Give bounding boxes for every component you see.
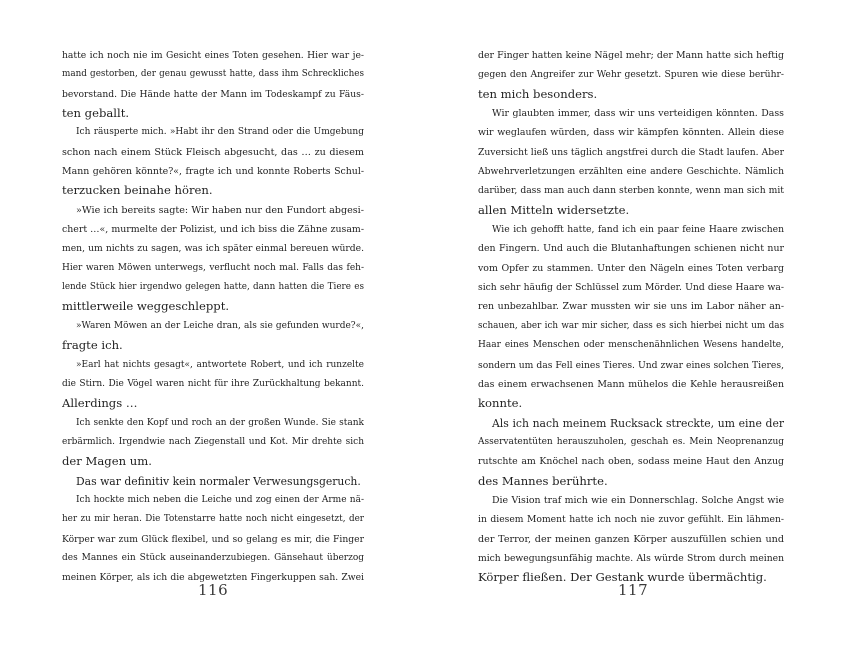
text-line: rutschte am Knöchel nach oben, sodass meine Haut den Anzug — [478, 456, 784, 468]
text-line: sich sehr häufig der Schlüssel zum Mörder. Und diese Haare wa- — [478, 282, 784, 294]
text-line: konnte. — [478, 396, 523, 411]
text-line: die Stirn. Die Vögel waren nicht für ihre Zurückhaltung bekannt. — [62, 378, 364, 389]
text-line: Das war definitiv kein normaler Verwesungsgeruch. — [76, 474, 361, 488]
text-line: darüber, dass man auch dann sterben konnte, wenn man sich mit — [478, 185, 784, 197]
text-line: der Finger hatten keine Nägel mehr; der Mann hatte sich heftig — [478, 50, 784, 61]
text-line: bevorstand. Die Hände hatte der Mann im Todeskampf zu Fäus- — [62, 88, 364, 100]
text-line: lende Stück hier irgendwo gelegen hatte, dann hatten die Tiere es — [62, 282, 364, 293]
left-page-text — [62, 46, 364, 588]
right-page-text — [478, 46, 784, 588]
text-line: ten mich besonders. — [478, 86, 598, 101]
text-line: gegen den Angreifer zur Wehr gesetzt. Spuren wie diese berühr- — [478, 69, 784, 81]
text-line: des Mannes berührte. — [478, 473, 608, 488]
text-line: Asservatentüten herauszuholen, geschah es. Mein Neoprenanzug — [478, 436, 784, 447]
text-line: Ich räusperte mich. »Habt ihr den Strand oder die Umgebung — [76, 127, 364, 138]
text-line: Ich hockte mich neben die Leiche und zog einen der Arme nä- — [76, 494, 364, 505]
text-line: wir weglaufen würden, dass wir kämpfen könnten. Allein diese — [478, 127, 784, 139]
text-line: meinen Körper, als ich die abgewetzten Fingerkuppen sah. Zwei — [62, 572, 364, 584]
text-line: Die Vision traf mich wie ein Donnerschlag. Solche Angst wie — [492, 494, 784, 506]
text-line: Wir glaubten immer, dass wir uns verteidigen könnten. Dass — [492, 108, 784, 120]
text-line: Als ich nach meinem Rucksack streckte, um eine der — [492, 416, 784, 430]
text-line: Ich senkte den Kopf und roch an der großen Wunde. Sie stank — [76, 417, 364, 428]
text-line: mand gestorben, der genau gewusst hatte, dass ihm Schreckliches — [62, 69, 364, 80]
text-line: schauen, aber ich war mir sicher, dass es sich hierbei nicht um das — [478, 320, 784, 331]
text-line: ten geballt. — [62, 106, 130, 121]
text-line: der Terror, der meinen ganzen Körper auszufüllen schien und — [478, 533, 784, 545]
text-line: mittlerweile weggeschleppt. — [62, 299, 230, 314]
text-line: der Magen um. — [62, 454, 152, 469]
text-line: mich bewegungsunfähig machte. Als würde Strom durch meinen — [478, 552, 784, 564]
text-line: schon nach einem Stück Fleisch abgesucht, das … zu diesem — [62, 146, 364, 158]
text-line: Allerdings … — [62, 396, 138, 411]
text-line: Körper fließen. Der Gestank wurde übermächtig. — [478, 570, 767, 585]
text-line: »Earl hat nichts gesagt«, antwortete Robert, und ich runzelte — [76, 359, 364, 370]
text-line: Abwehrverletzungen erzählten eine andere Geschichte. Nämlich — [478, 166, 784, 178]
text-line: Mann gehören könnte?«, fragte ich und konnte Roberts Schul- — [62, 166, 364, 178]
text-line: sondern um das Fell eines Tieres. Und zwar eines solchen Tieres, — [478, 359, 784, 371]
text-line: fragte ich. — [62, 338, 123, 353]
text-line: Wie ich gehofft hatte, fand ich ein paar feine Haare zwischen — [492, 224, 784, 236]
text-line: Hier waren Möwen unterwegs, verflucht noch mal. Falls das feh- — [62, 262, 364, 273]
text-line: Körper war zum Glück flexibel, und so gelang es mir, die Finger — [62, 533, 364, 545]
text-line: allen Mitteln widersetzte. — [478, 202, 630, 217]
text-line: des Mannes ein Stück auseinanderzubiegen. Gänsehaut überzog — [62, 552, 364, 563]
text-line: terzucken beinahe hören. — [62, 183, 213, 198]
text-line: »Waren Möwen an der Leiche dran, als sie gefunden wurde?«, — [76, 320, 364, 331]
text-line: vom Opfer zu stammen. Unter den Nägeln eines Toten verbarg — [478, 262, 784, 274]
right-page — [422, 0, 844, 648]
text-line: »Wie ich bereits sagte: Wir haben nur den Fundort abgesi- — [76, 204, 364, 216]
text-line: men, um nichts zu sagen, was ich später einmal bereuen würde. — [62, 243, 364, 255]
text-line: Haar eines Menschen oder menschenähnlichen Wesens handelte, — [478, 340, 784, 351]
text-line: chert …«, murmelte der Polizist, und ich biss die Zähne zusam- — [62, 224, 364, 236]
page-number-left: 116 — [198, 581, 229, 599]
text-line: ren unbezahlbar. Zwar mussten wir sie uns im Labor näher an- — [478, 301, 784, 313]
text-line: in diesem Moment hatte ich noch nie zuvor gefühlt. Ein lähmen- — [478, 514, 784, 526]
page-number-right: 117 — [618, 581, 649, 599]
text-line: hatte ich noch nie im Gesicht eines Toten gesehen. Hier war je- — [62, 50, 364, 61]
text-line: Zuversicht ließ uns täglich angstfrei durch die Stadt laufen. Aber — [478, 146, 784, 158]
text-line: das einem erwachsenen Mann mühelos die Kehle herausreißen — [478, 378, 784, 390]
text-line: her zu mir heran. Die Totenstarre hatte noch nicht eingesetzt, der — [62, 514, 364, 525]
text-line: erbärmlich. Irgendwie nach Ziegenstall und Kot. Mir drehte sich — [62, 436, 364, 447]
text-line: den Fingern. Und auch die Blutanhaftungen schienen nicht nur — [478, 243, 784, 255]
